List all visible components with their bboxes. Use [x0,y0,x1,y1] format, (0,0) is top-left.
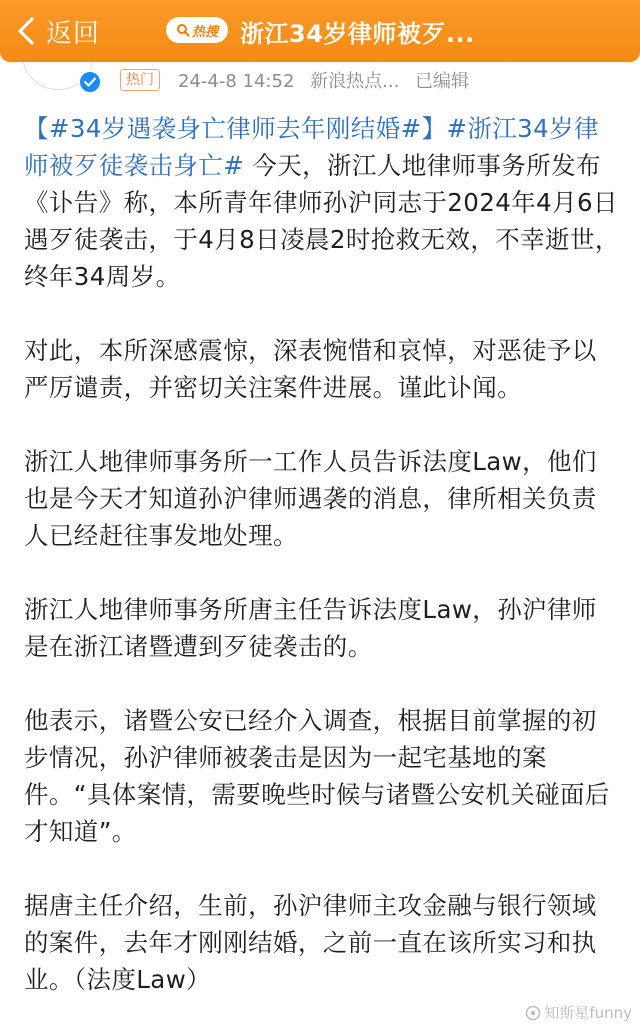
hot-tag: 热门 [120,69,160,91]
post-date: 24-4-8 14:52 [178,71,295,92]
search-icon [176,23,190,37]
paragraph-5: 他表示，诸暨公安已经介入调查，根据目前掌握的初步情况，孙沪律师被袭击是因为一起宅基地的案件。“具体案情，需要晚些时候与诸暨公安机关碰面后才知道”。 [24,706,610,846]
edited-label: 已编辑 [415,71,470,92]
top-nav-bar [0,0,640,62]
hot-badge-label: 热搜 [191,24,218,40]
paragraph-1 [24,110,620,295]
watermark-icon [525,1005,541,1021]
paragraph-4: 浙江人地律师事务所唐主任告诉法度Law，孙沪律师是在浙江诸暨遭到歹徒袭击的。 [24,595,597,661]
hot-search-badge[interactable] [166,17,228,43]
paragraph-6: 据唐主任介绍，生前，孙沪律师主攻金融与银行领域的案件，去年才刚刚结婚，之前一直在该所实习和执业。（法度Law） [24,891,597,994]
paragraph-3: 浙江人地律师事务所一工作人员告诉法度Law，他们也是今天才知道孙沪律师遇袭的消息，律所相关负责人已经赶往事发地处理。 [24,447,597,550]
paragraph-text: 今天，浙江人地律师事务所发布《讣告》称，本所青年律师孙沪同志于2024年4月6日遇歹徒袭击，于4月8日凌晨2时抢救无效，不幸逝世，终年34周岁。 [24,151,620,291]
post-source[interactable]: 新浪热点... [310,71,400,92]
watermark-text: 知斯星funny [544,1004,632,1022]
verified-icon [78,70,102,94]
watermark [525,1002,632,1023]
article-body [24,110,620,1035]
hashtag-link[interactable]: 【#34岁遇袭身亡律师去年刚结婚#】 [24,114,447,143]
back-button[interactable] [14,12,100,50]
post-meta [178,67,479,93]
paragraph-2: 对此，本所深感震惊，深表惋惜和哀悼，对恶徒予以严厉谴责，并密切关注案件进展。谨此讣闻。 [24,336,597,402]
page-title: 浙江34岁律师被歹... [240,20,475,48]
chevron-left-icon [14,16,40,46]
hashtag-link[interactable]: #浙江34岁律师被歹徒袭击身亡# [24,114,599,180]
back-label: 返回 [46,18,101,49]
